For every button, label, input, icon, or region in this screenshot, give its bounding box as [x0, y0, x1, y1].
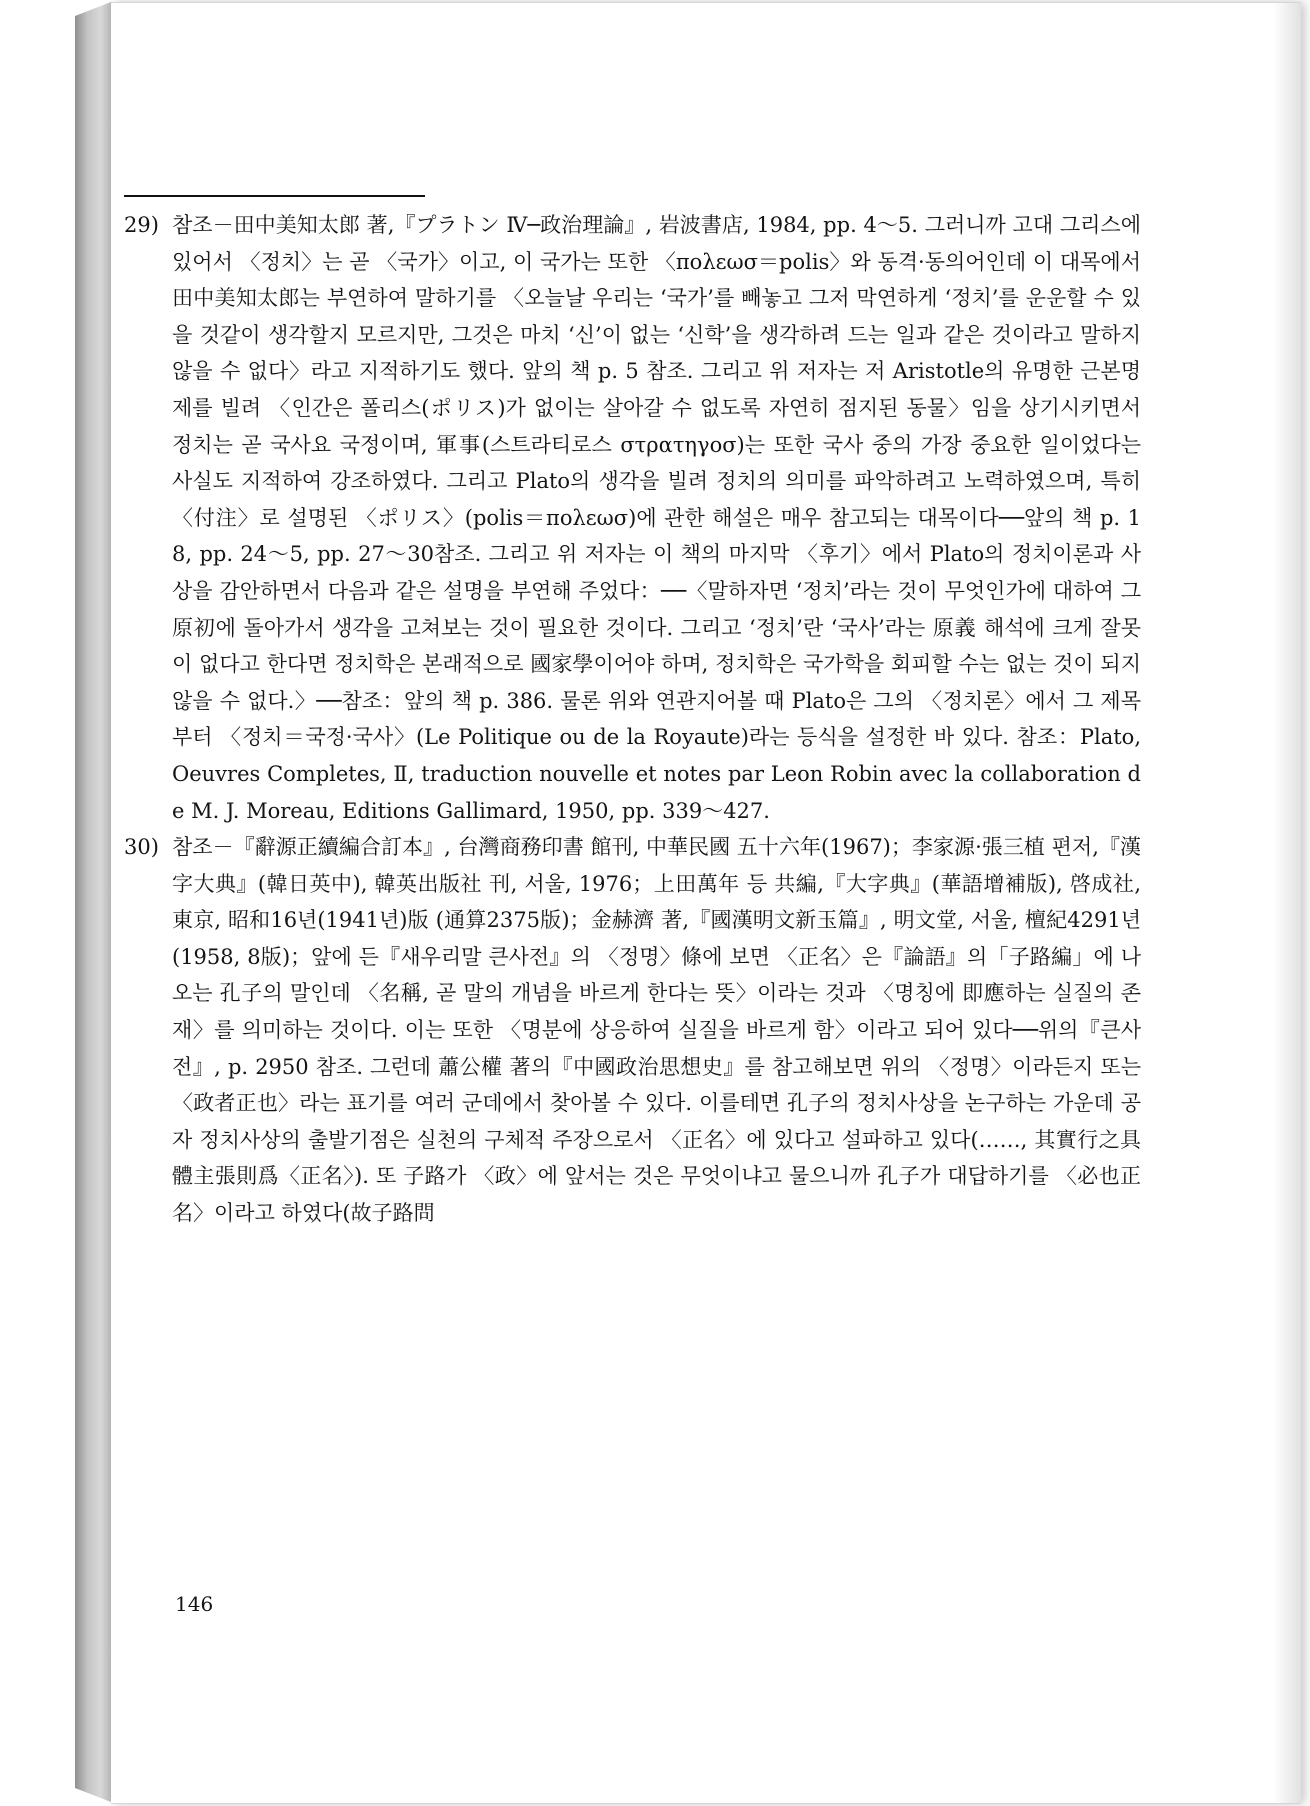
footnote-text: 참조－『辭源正續編合訂本』, 台灣商務印書 館刊, 中華民國 五十六年(1967)；李家源·張三植 편저,『漢字大典』(韓日英中), 韓英出版社 刊, 서울, 1976；上田萬年 등 共編,『大字典』(華語增補版), 啓成社, 東京, 昭和16년(1941년)版 (通算2375版)；金赫濟 著,『國漢明文新玉篇』, 明文堂, 서울, 檀紀4291년(1958, 8版)；앞에 든『새우리말 큰사전』의 〈정명〉條에 보면 〈正名〉은『論語』의「子路編」에 나오는 孔子의 말인데 〈名稱, 곧 말의 개념을 바르게 한다는 뜻〉이라는 것과 〈명칭에 即應하는 실질의 존재〉를 의미하는 것이다. 이는 또한 〈명분에 상응하여 실질을 바르게 함〉이라고 되어 있다──위의『큰사전』, p. 2950 참조. 그런데 蕭公權 著의『中國政治思想史』를 참고해보면 위의 〈정명〉이라든지 또는 〈政者正也〉라는 표기를 여러 군데에서 찾아볼 수 있다. 이를테면 孔子의 정치사상을 논구하는 가운데 공자 정치사상의 출발기점은 실천의 구체적 주장으로서 〈正名〉에 있다고 설파하고 있다(……, 其實行之具體主張則爲〈正名〉). 또 子路가 〈政〉에 앞서는 것은 무엇이냐고 물으니까 孔子가 대답하기를 〈必也正名〉이라고 하였다(故子路問 [172, 835, 1141, 1226]
footnote-30 [124, 829, 1141, 1232]
footnotes [124, 207, 1141, 1232]
footnote-29 [124, 207, 1141, 829]
page-edge-shadow [1273, 3, 1301, 1803]
page-number: 146 [175, 1592, 214, 1616]
footnote-rule [124, 195, 425, 197]
footnote-number: 29) [124, 213, 159, 237]
footnote-text: 참조－田中美知太郎 著,『プラトン Ⅳ─政治理論』, 岩波書店, 1984, pp. 4～5. 그러니까 고대 그리스에 있어서 〈정치〉는 곧 〈국가〉이고, 이 국가는 또한 〈πολεωσ＝polis〉와 동격·동의어인데 이 대목에서 田中美知太郎는 부연하여 말하기를 〈오늘날 우리는 ‘국가’를 빼놓고 그저 막연하게 ‘정치’를 운운할 수 있을 것같이 생각할지 모르지만, 그것은 마치 ‘신’이 없는 ‘신학’을 생각하려 드는 일과 같은 것이라고 말하지 않을 수 없다〉라고 지적하기도 했다. 앞의 책 p. 5 참조. 그리고 위 저자는 저 Aristotle의 유명한 근본명제를 빌려 〈인간은 폴리스(ポリス)가 없이는 살아갈 수 없도록 자연히 점지된 동물〉임을 상기시키면서 정치는 곧 국사요 국정이며, 軍事(스트라티로스 στρατηγοσ)는 또한 국사 중의 가장 중요한 일이었다는 사실도 지적하여 강조하였다. 그리고 Plato의 생각을 빌려 정치의 의미를 파악하려고 노력하였으며, 특히 〈付注〉로 설명된 〈ポリス〉(polis＝πολεωσ)에 관한 해설은 매우 참고되는 대목이다──앞의 책 p. 18, pp. 24～5, pp. 27～30참조. 그리고 위 저자는 이 책의 마지막 〈후기〉에서 Plato의 정치이론과 사상을 감안하면서 다음과 같은 설명을 부연해 주었다：──〈말하자면 ‘정치’라는 것이 무엇인가에 대하여 그 原初에 돌아가서 생각을 고쳐보는 것이 필요한 것이다. 그리고 ‘정치’란 ‘국사’라는 原義 해석에 크게 잘못이 없다고 한다면 정치학은 본래적으로 國家學이어야 하며, 정치학은 국가학을 회피할 수는 없는 것이 되지 않을 수 없다.〉──참조：앞의 책 p. 386. 물론 위와 연관지어볼 때 Plato은 그의 〈정치론〉에서 그 제목부터 〈정치＝국정·국사〉(Le Politique ou de la Royaute)라는 등식을 설정한 바 있다. 참조：Plato, Oeuvres Completes, Ⅱ, traduction nouvelle et notes par Leon Robin avec la collaboration de M. J. Moreau, Editions Gallimard, 1950, pp. 339～427. [172, 213, 1141, 823]
book-spine [75, 2, 111, 1802]
footnote-number: 30) [124, 835, 159, 860]
